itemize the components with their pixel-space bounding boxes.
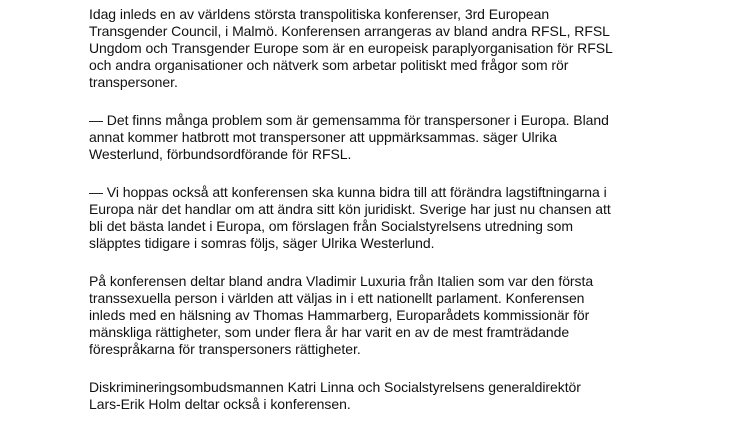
paragraph-participants: På konferensen deltar bland andra Vladimir Luxuria från Italien som var den första transsexuella person i världen att väljas in i ett nationellt parlament. Konferensen inleds med en hälsning av Thomas Hammarberg, Europarådets kommissionär för mänskliga rättigheter, som under flera år har varit en av de mest framträdande förespråkarna för transpersoners rättigheter. <box>89 273 594 357</box>
paragraph-intro: Idag inleds en av världens största transpolitiska konferenser, 3rd European Transgender Council, i Malmö. Konferensen arrangeras av bland andra RFSL, RFSL Ungdom och Transgender Europe som är en europeisk paraplyorganisation för RFSL och andra organisationer och nätverk som arbetar politiskt med frågor som rör transpersoner. <box>89 6 613 90</box>
document-body <box>89 6 729 434</box>
paragraph-quote-legislation: — Vi hoppas också att konferensen ska kunna bidra till att förändra lagstiftningarna i Europa när det handlar om att ändra sitt kön juridiskt. Sverige har just nu chansen att bli det bästa landet i Europa, om förslagen från Socialstyrelsens utredning som släpptes tidigare i somras följs, säger Ulrika Westerlund. <box>89 184 611 251</box>
paragraph-quote-problems: — Det finns många problem som är gemensamma för transpersoner i Europa. Bland annat kommer hatbrott mot transpersoner att uppmärksammas. säger Ulrika Westerlund, förbundsordförande för RFSL. <box>89 112 609 162</box>
paragraph-closing: Diskrimineringsombudsmannen Katri Linna och Socialstyrelsens generaldirektör Lars-Erik Holm deltar också i konferensen. <box>89 379 581 412</box>
